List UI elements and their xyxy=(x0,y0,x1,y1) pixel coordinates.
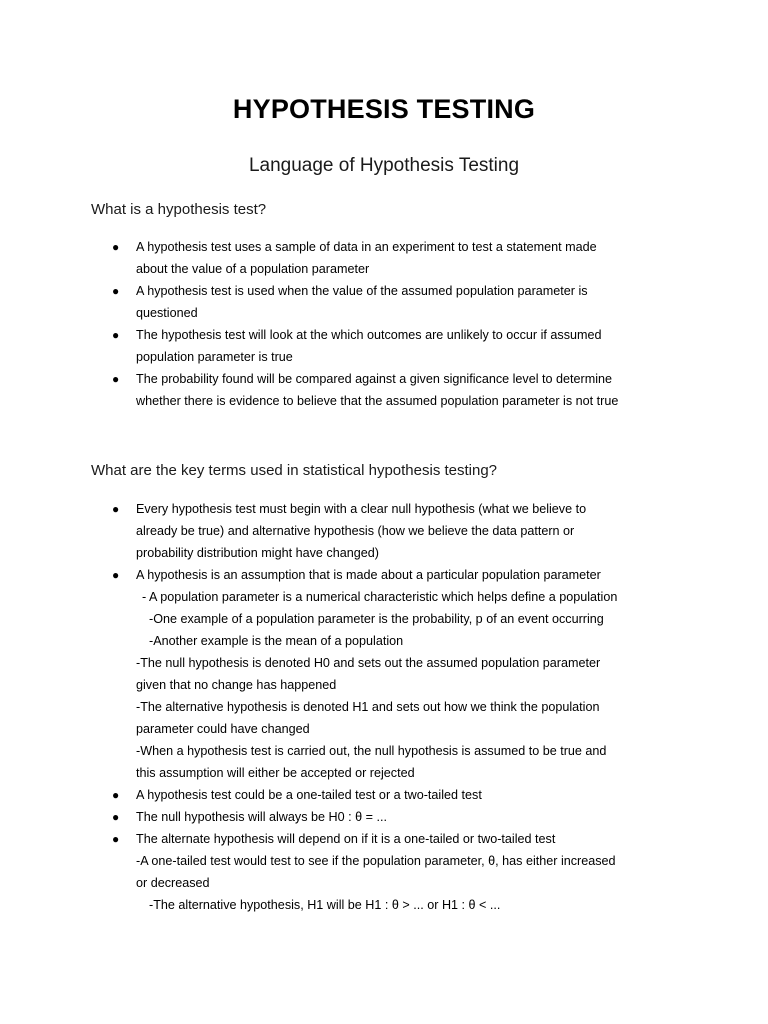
sub-item-text: given that no change has happened xyxy=(136,678,337,692)
document-subtitle: Language of Hypothesis Testing xyxy=(248,155,520,176)
list-item-text: A hypothesis test uses a sample of data in an experiment to test a statement made xyxy=(136,240,597,254)
sub-item-text: - A population parameter is a numerical characteristic which helps define a population xyxy=(142,590,618,604)
list-item xyxy=(0,368,678,412)
list-item xyxy=(0,280,678,324)
sub-item-text: -Another example is the mean of a population xyxy=(149,634,404,648)
sub-item-text: parameter could have changed xyxy=(136,722,310,736)
section2-bullet-list xyxy=(0,498,678,916)
list-item xyxy=(0,324,678,368)
section-heading-key-terms: What are the key terms used in statistical hypothesis testing? xyxy=(91,462,498,479)
bullet-icon: ● xyxy=(112,788,120,802)
section1-bullet-list xyxy=(0,236,678,412)
bullet-icon: ● xyxy=(112,240,120,254)
list-item-text: Every hypothesis test must begin with a clear null hypothesis (what we believe to xyxy=(136,502,587,516)
bullet-icon: ● xyxy=(112,810,120,824)
bullet-icon: ● xyxy=(112,328,120,342)
bullet-icon: ● xyxy=(112,568,120,582)
list-item-text: about the value of a population parameter xyxy=(136,262,370,276)
list-item-text: A hypothesis test could be a one-tailed test or a two-tailed test xyxy=(136,788,482,802)
list-item-text: The hypothesis test will look at the which outcomes are unlikely to occur if assumed xyxy=(136,328,602,342)
list-item xyxy=(0,564,678,784)
list-item-text: questioned xyxy=(136,306,198,320)
sub-item-text: -A one-tailed test would test to see if the population parameter, θ, has either increased xyxy=(136,854,616,868)
list-item xyxy=(0,828,678,916)
sub-item-text: -The alternative hypothesis is denoted H1 and sets out how we think the population xyxy=(136,700,600,714)
list-item xyxy=(0,784,678,806)
list-item-text: probability distribution might have changed) xyxy=(136,546,379,560)
sub-item-text: -The null hypothesis is denoted H0 and sets out the assumed population parameter xyxy=(136,656,601,670)
list-item xyxy=(0,498,678,564)
section-heading-what-is-hypothesis-test: What is a hypothesis test? xyxy=(91,201,267,218)
sub-item-text: or decreased xyxy=(136,876,210,890)
document-title: HYPOTHESIS TESTING xyxy=(232,94,536,124)
bullet-icon: ● xyxy=(112,502,120,516)
list-item-text: The null hypothesis will always be H0 : θ = ... xyxy=(136,810,387,824)
list-item xyxy=(0,236,678,280)
bullet-icon: ● xyxy=(112,372,120,386)
list-item-text: A hypothesis test is used when the value of the assumed population parameter is xyxy=(136,284,588,298)
sub-item-text: -When a hypothesis test is carried out, the null hypothesis is assumed to be true and xyxy=(136,744,607,758)
list-item-text: whether there is evidence to believe that the assumed population parameter is not true xyxy=(136,394,619,408)
sub-item-text: this assumption will either be accepted or rejected xyxy=(136,766,415,780)
list-item-text: The alternate hypothesis will depend on if it is a one-tailed or two-tailed test xyxy=(136,832,556,846)
list-item-text: The probability found will be compared against a given significance level to determine xyxy=(136,372,613,386)
list-item xyxy=(0,806,678,828)
list-item-text: already be true) and alternative hypothesis (how we believe the data pattern or xyxy=(136,524,575,538)
sub-item-text: -One example of a population parameter is the probability, p of an event occurring xyxy=(149,612,604,626)
bullet-icon: ● xyxy=(112,284,120,298)
sub-item-text: -The alternative hypothesis, H1 will be H1 : θ > ... or H1 : θ < ... xyxy=(149,898,501,912)
bullet-icon: ● xyxy=(112,832,120,846)
list-item-text: A hypothesis is an assumption that is made about a particular population parameter xyxy=(136,568,601,582)
list-item-text: population parameter is true xyxy=(136,350,293,364)
